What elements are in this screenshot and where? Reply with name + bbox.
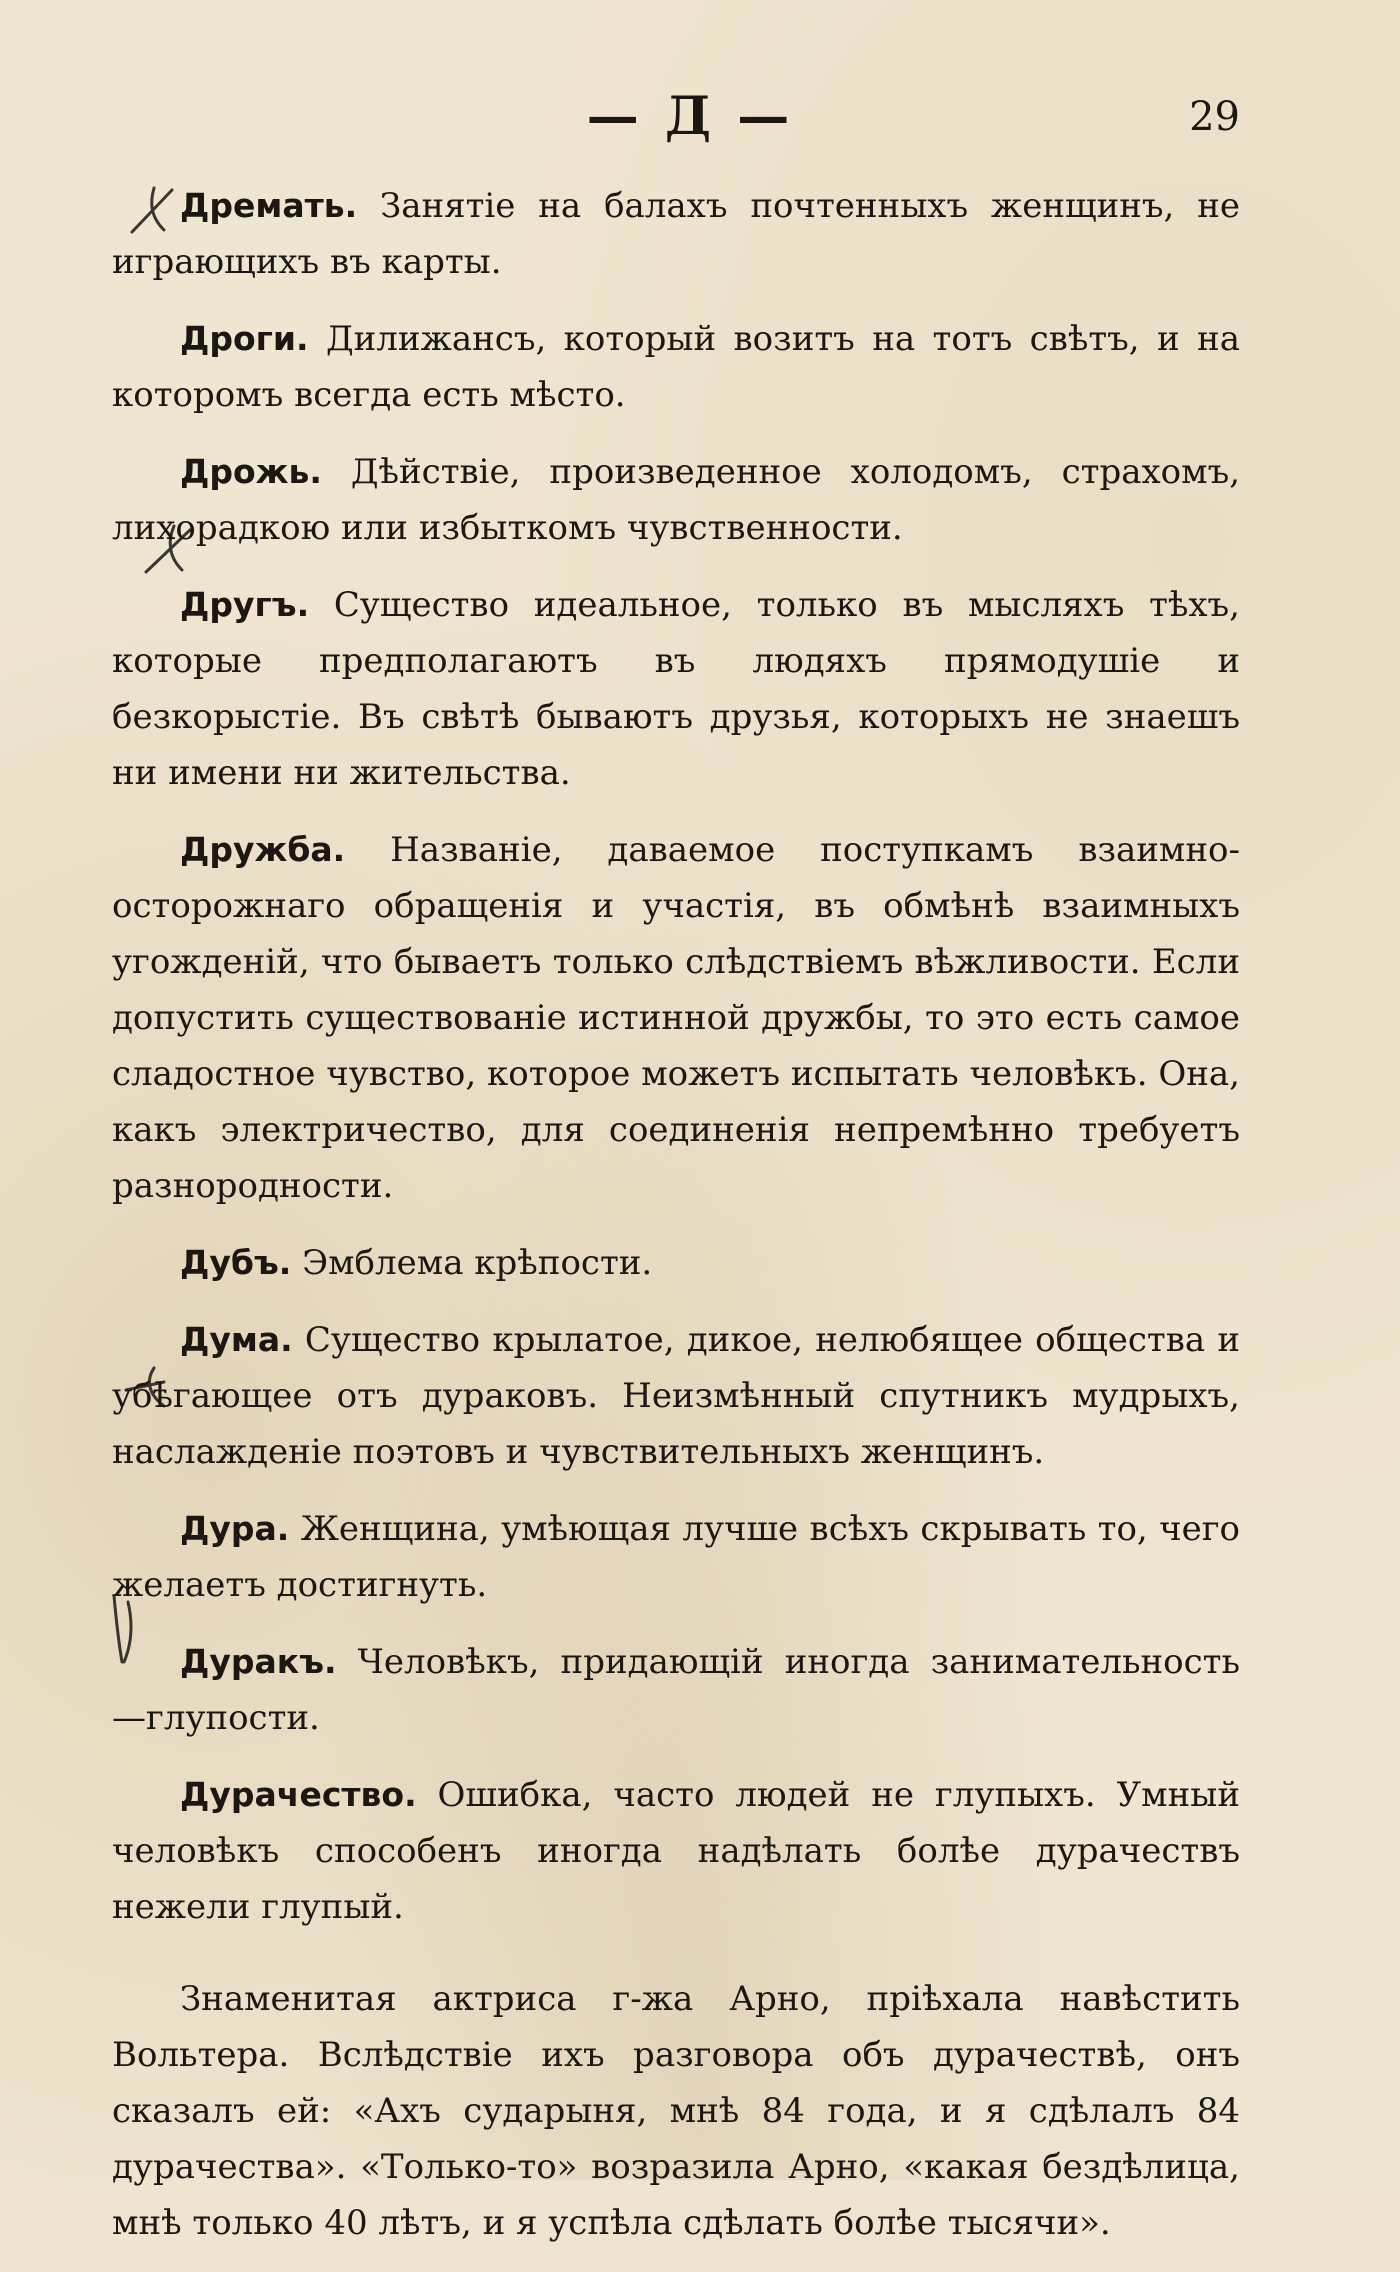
entry-durak — [112, 1634, 1240, 1746]
entry-term: Другъ. — [180, 585, 310, 624]
entry-definition: Существо идеальное, только въ мысляхъ тѣхъ, которые предполагаютъ въ людяхъ прямодушіе и безкорыстіе. Въ свѣтѣ бываютъ друзья, которыхъ не знаешъ ни имени ни жительства. — [112, 585, 1240, 793]
entry-term: Дума. — [180, 1320, 293, 1359]
entry-druzhba — [112, 822, 1240, 1214]
entry-term: Дурачество. — [180, 1775, 417, 1814]
entry-definition: Дѣйствіе, произведенное холодомъ, страхомъ, лихорадкою или избыткомъ чувственности. — [112, 452, 1241, 548]
entry-drogi — [112, 311, 1240, 423]
entry-term: Дура. — [180, 1509, 290, 1548]
entry-definition: Женщина, умѣющая лучше всѣхъ скрывать то, чего желаетъ достигнуть. — [112, 1509, 1240, 1605]
entry-term: Дроги. — [180, 319, 309, 358]
entry-term: Дружба. — [180, 830, 346, 869]
entry-definition: Ошибка, часто людей не глупыхъ. Умный человѣкъ способенъ иногда надѣлать болѣе дурачествъ нежели глупый. — [112, 1775, 1240, 1927]
entry-definition: Занятіе на балахъ почтенныхъ женщинъ, не играющихъ въ карты. — [112, 186, 1241, 282]
entry-dub — [112, 1235, 1240, 1291]
page-header — [0, 82, 1400, 152]
dictionary-text — [112, 178, 1240, 2272]
entry-drozh — [112, 444, 1240, 556]
entry-definition: Названіе, даваемое поступкамъ взаимно-осторожнаго обращенія и участія, въ обмѣнѣ взаимныхъ угожденій, что бываетъ только слѣдствіемъ вѣжливости. Если допустить существованіе истинной дружбы, то это есть самое сладостное чувство, которое можетъ испытать человѣкъ. Она, какъ электричество, для соединенія непремѣнно требуетъ разнородности. — [112, 830, 1240, 1206]
entry-term: Дуракъ. — [180, 1642, 337, 1681]
entry-definition: Существо крылатое, дикое, нелюбящее общества и убѣгающее отъ дураковъ. Неизмѣнный спутникъ мудрыхъ, наслажденіе поэтовъ и чувствительныхъ женщинъ. — [112, 1320, 1240, 1472]
entry-definition: Человѣкъ, придающій иногда занимательность —глупости. — [112, 1642, 1240, 1738]
entry-durachestvo — [112, 1767, 1240, 1935]
entry-dremat — [112, 178, 1240, 290]
entry-drug — [112, 577, 1240, 801]
entry-definition: Дилижансъ, который возитъ на тотъ свѣтъ, и на которомъ всегда есть мѣсто. — [112, 319, 1240, 415]
entry-term: Дрожь. — [180, 452, 322, 491]
entry-dura — [112, 1501, 1240, 1613]
entry-duma — [112, 1312, 1240, 1480]
entry-term: Дремать. — [180, 186, 358, 225]
page-number: 29 — [1189, 94, 1240, 140]
anecdote-paragraph: Знаменитая актриса г-жа Арно, пріѣхала навѣстить Вольтера. Вслѣдствіе ихъ разговора объ дурачествѣ, онъ сказалъ ей: «Ахъ сударыня, мнѣ 84 года, и я сдѣлалъ 84 дурачества». «Только-то» возразила Арно, «какая бездѣлица, мнѣ только 40 лѣтъ, и я успѣла сдѣлать болѣе тысячи». — [112, 1979, 1240, 2243]
running-head: — Д — — [586, 86, 794, 147]
entry-definition: Эмблема крѣпости. — [302, 1243, 653, 1283]
entry-term: Дубъ. — [180, 1243, 292, 1282]
